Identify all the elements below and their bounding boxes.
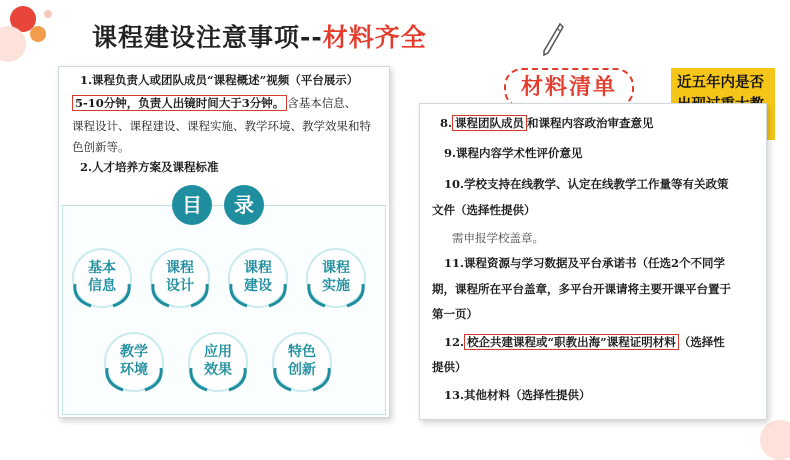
accident-note: 近五年内是否	[671, 68, 775, 140]
left-line-1: 1.课程负责人或团队成员“课程概述”视频（平台展示）	[80, 73, 359, 87]
contents-item	[272, 332, 332, 392]
right-item-11a: 11.课程资源与学习数据及平台承诺书（任选2个不同学	[444, 256, 726, 270]
contents-item	[188, 332, 248, 392]
contents-item	[306, 248, 366, 308]
title-accent: 材料齐全	[322, 23, 427, 52]
right-item-13: 13.其他材料（选择性提供）	[444, 388, 591, 402]
left-line-3: 课程设计、课程建设、课程实施、教学环境、教学效果和特	[72, 119, 371, 133]
duration-highlight: 5-10分钟，负责人出镜时间大于3分钟。	[72, 95, 287, 111]
stamp-note: 需申报学校盖章。	[452, 231, 544, 245]
item-line-2: 信息	[88, 278, 116, 294]
item-line-1: 特色	[288, 344, 316, 360]
contents-item	[228, 248, 288, 308]
item-line-2: 环境	[120, 362, 148, 378]
right-item-10a: 10.学校支持在线教学、认定在线教学工作量等有关政策	[444, 177, 729, 191]
item-line-2: 设计	[166, 278, 194, 294]
left-line-4: 色创新等。	[72, 140, 130, 154]
item-line-1: 应用	[204, 344, 232, 360]
materials-list-badge: 材料清单	[504, 68, 634, 108]
item-line-2: 创新	[288, 362, 316, 378]
pencil-icon	[540, 22, 564, 58]
item-line-1: 基本	[88, 260, 116, 276]
contents-head-2: 录	[224, 185, 264, 225]
item-line-2: 建设	[244, 278, 272, 294]
item-line-1: 教学	[120, 344, 148, 360]
item-line-2: 实施	[322, 278, 350, 294]
item-line-1: 课程	[244, 260, 272, 276]
right-item-10b: 文件（选择性提供）	[432, 203, 536, 217]
right-item-12b: 提供）	[432, 360, 467, 374]
deco-circle-orange	[30, 26, 46, 42]
right-item-9: 9.课程内容学术性评价意见	[444, 146, 583, 160]
page-title	[92, 18, 427, 54]
item-line-2: 效果	[204, 362, 232, 378]
enterprise-course-highlight: 校企共建课程或“职教出海”课程证明材料	[464, 334, 679, 350]
contents-item	[72, 248, 132, 308]
deco-circle-bottom	[760, 420, 790, 460]
right-item-8	[440, 113, 654, 134]
contents-head-1: 目	[172, 185, 212, 225]
item-12-rest: （选择性	[678, 335, 725, 349]
team-members-highlight: 课程团队成员	[452, 115, 527, 131]
right-item-12	[444, 332, 725, 353]
item-line-1: 课程	[322, 260, 350, 276]
right-item-11c: 第一页）	[432, 307, 478, 321]
title-main: 课程建设注意事项--	[92, 23, 323, 52]
left-line-2	[72, 93, 356, 114]
item-12-num: 12.	[444, 335, 465, 349]
deco-circle-small	[44, 10, 52, 18]
left-line-2-rest: 含基本信息、	[287, 96, 357, 110]
contents-item	[104, 332, 164, 392]
right-item-11b: 期，课程所在平台盖章，多平台开课请将主要开课平台置于	[432, 282, 731, 296]
item-8-rest: 和课程内容政治审查意见	[527, 116, 654, 130]
left-line-5: 2.人才培养方案及课程标准	[80, 160, 219, 174]
item-8-num: 8.	[440, 116, 453, 130]
item-line-1: 课程	[166, 260, 194, 276]
contents-item	[150, 248, 210, 308]
